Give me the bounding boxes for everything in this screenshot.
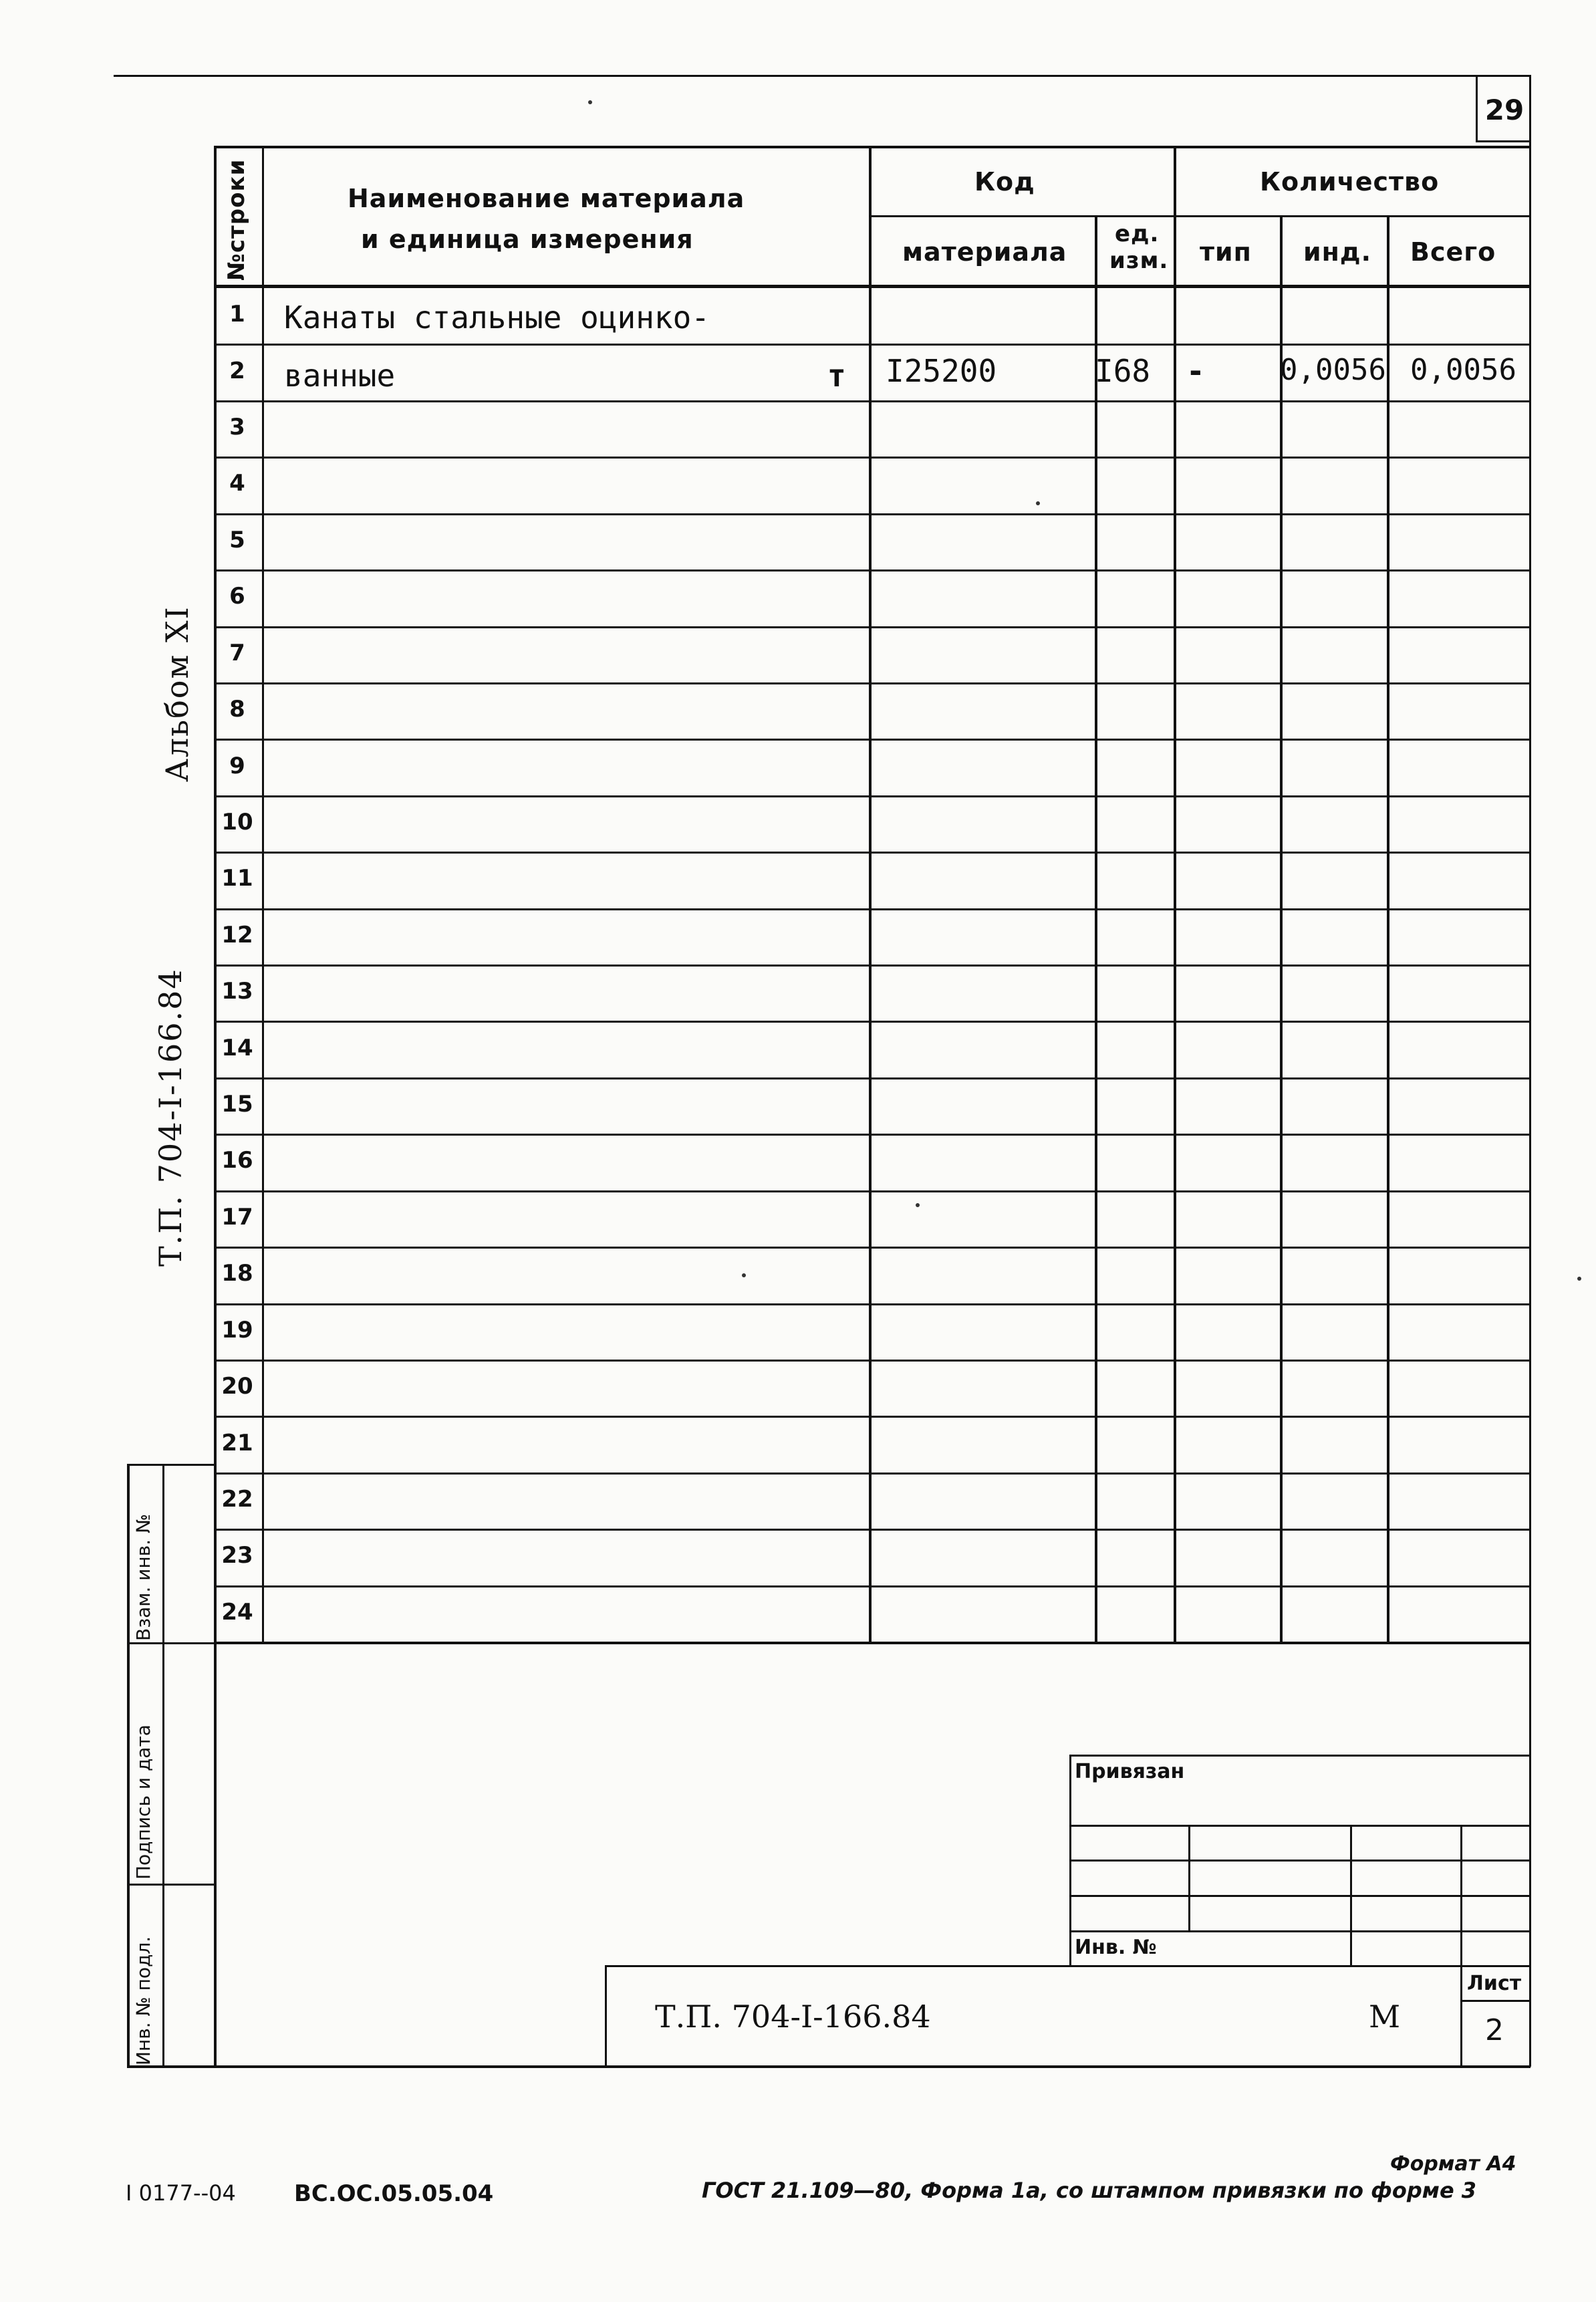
header-bottom [214, 285, 1531, 288]
row-number: 3 [229, 414, 245, 440]
row-number: 20 [221, 1373, 253, 1400]
titleblock-left [605, 1965, 607, 2067]
top-rule [114, 75, 1531, 77]
sheet-label: Лист [1467, 1972, 1522, 1995]
header-name-line2: и единица измерения [361, 225, 694, 254]
side-podpis: Подпись и дата [132, 1724, 154, 1880]
header-unit-line2: изм. [1109, 247, 1169, 274]
row-number: 22 [221, 1486, 253, 1513]
row-number: 15 [221, 1091, 253, 1118]
row-divider [214, 513, 1531, 515]
row-number: 4 [229, 470, 245, 497]
row2-unit-code: I68 [1095, 353, 1151, 389]
footer-format: Формат А4 [1390, 2152, 1516, 2176]
row-number: 23 [221, 1542, 253, 1569]
header-qty-ind: инд. [1303, 237, 1372, 267]
row-divider [214, 1303, 1531, 1305]
side-stamp-left [127, 1464, 130, 2065]
privyazan-v1 [1188, 1825, 1190, 1932]
privyazan-top [1069, 1755, 1531, 1757]
header-code-material: материала [902, 237, 1067, 267]
side-inv-podl: Инв. № подл. [132, 1936, 154, 2065]
row-number: 17 [221, 1204, 253, 1231]
row-number: 18 [221, 1260, 253, 1287]
row-divider [214, 1360, 1531, 1362]
row2-code: I25200 [886, 353, 997, 389]
row-number: 2 [229, 358, 245, 384]
row-number: 13 [221, 978, 253, 1005]
row2-name: ванные [284, 358, 396, 394]
col-divider-type [1280, 215, 1283, 1643]
col-divider-code [1095, 215, 1097, 1643]
header-row-no: №строки [223, 158, 250, 281]
row-divider [214, 569, 1531, 571]
scan-speck [916, 1203, 920, 1207]
row-divider [214, 626, 1531, 628]
row-divider [214, 1077, 1531, 1079]
page-box-right [1529, 75, 1531, 142]
col-divider-unit [1174, 146, 1176, 1643]
row-divider [214, 739, 1531, 741]
scan-speck [1577, 1277, 1581, 1281]
side-project: Т.П. 704-I-166.84 [152, 968, 188, 1267]
privyazan-label: Привязан [1075, 1760, 1185, 1783]
col-divider-name [869, 146, 872, 1643]
row-divider [214, 1585, 1531, 1587]
row-number: 19 [221, 1317, 253, 1344]
row-divider [214, 1190, 1531, 1192]
frame-right [1529, 142, 1531, 2067]
scan-speck [742, 1273, 746, 1277]
row-divider [214, 1416, 1531, 1418]
row-divider [214, 682, 1531, 684]
row-divider [214, 344, 1531, 346]
page-box-bottom [1476, 140, 1531, 142]
scan-speck [588, 100, 592, 104]
titleblock-sheet-h [1460, 2000, 1531, 2002]
header-subdivider [869, 215, 1531, 217]
side-vzam-inv: Взам. инв. № [132, 1513, 154, 1641]
titleblock-sheet-div [1460, 1965, 1462, 2067]
row-number: 7 [229, 640, 245, 666]
row1-name: Канаты стальные оцинко- [284, 299, 710, 336]
side-stamp-sep1 [127, 1642, 215, 1644]
header-code-group: Код [974, 167, 1035, 197]
side-stamp-top [127, 1464, 215, 1466]
privyazan-v3 [1460, 1825, 1462, 1967]
row-number: 8 [229, 696, 245, 723]
titleblock-mark: М [1369, 1999, 1401, 2035]
row-divider [214, 795, 1531, 797]
privyazan-v2 [1350, 1825, 1352, 1967]
scan-speck [1036, 501, 1040, 505]
row-number: 14 [221, 1035, 253, 1061]
side-stamp-sep2 [127, 1884, 215, 1886]
header-qty-group: Количество [1260, 167, 1440, 197]
footer-doc-code: ВС.ОС.05.05.04 [294, 2180, 494, 2207]
side-album: Альбом XI [159, 606, 195, 782]
row-number: 9 [229, 753, 245, 779]
page-box-left [1476, 75, 1478, 142]
row-divider [214, 852, 1531, 854]
table-top [214, 146, 1531, 148]
sheet-number: 2 [1485, 2013, 1504, 2047]
row-number: 5 [229, 527, 245, 553]
row-number: 11 [221, 865, 253, 892]
header-qty-total: Всего [1410, 237, 1496, 267]
row-divider [214, 1529, 1531, 1531]
col-divider-ind [1387, 215, 1389, 1643]
header-unit-line1: ед. [1115, 221, 1160, 247]
row-number: 12 [221, 922, 253, 948]
row2-type: - [1186, 353, 1205, 389]
footer-left-code: I 0177--04 [126, 2180, 236, 2206]
table-body-bottom [214, 1642, 1531, 1644]
titleblock-designation: Т.П. 704-I-166.84 [655, 1999, 931, 2035]
frame-bottom [127, 2065, 1531, 2068]
row-divider [214, 1247, 1531, 1249]
side-stamp-inner [162, 1464, 164, 2065]
row-divider [214, 457, 1531, 459]
row-number: 24 [221, 1599, 253, 1626]
header-name-line1: Наименование материала [348, 184, 745, 213]
row-number: 21 [221, 1430, 253, 1456]
col-divider-rowno [262, 146, 264, 1643]
row-divider [214, 1134, 1531, 1136]
row2-unit: т [827, 358, 846, 394]
row-divider [214, 908, 1531, 910]
row-divider [214, 1021, 1531, 1023]
inv-no-label: Инв. № [1075, 1936, 1157, 1959]
row-number: 6 [229, 583, 245, 610]
row-number: 1 [229, 301, 245, 328]
row-number: 16 [221, 1147, 253, 1174]
page-number: 29 [1484, 94, 1524, 126]
row-number: 10 [221, 809, 253, 836]
row-divider [214, 1473, 1531, 1475]
header-qty-type: тип [1200, 237, 1252, 267]
footer-gost: ГОСТ 21.109—80, Форма 1а, со штампом привязки по форме 3 [702, 2178, 1477, 2203]
row-divider [214, 400, 1531, 402]
row-divider [214, 965, 1531, 967]
row2-total: 0,0056 [1410, 353, 1516, 387]
row2-ind: 0,0056 [1280, 353, 1386, 387]
titleblock-top [605, 1965, 1531, 1967]
